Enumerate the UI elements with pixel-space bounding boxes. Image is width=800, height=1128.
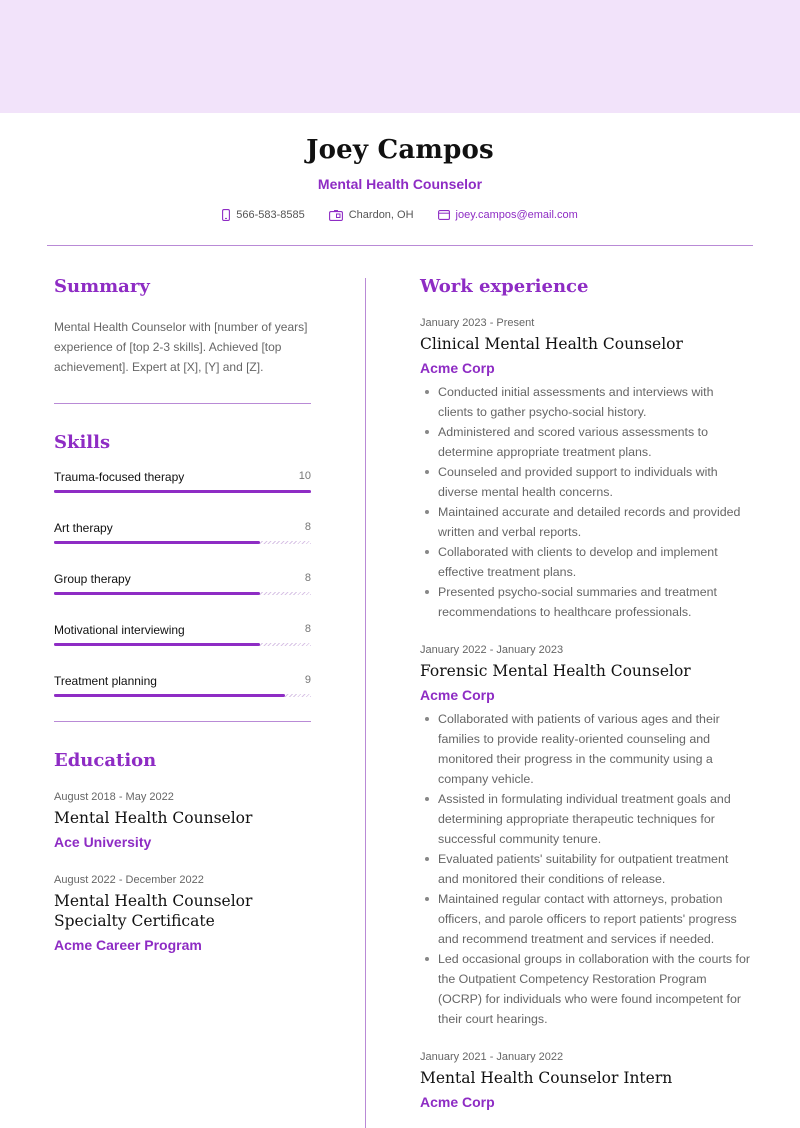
bullet-item: Led occasional groups in collaboration with the courts for the Outpatient Competency Restoration Program (OCRP) for individuals who were found incompetent for their court hearings. (420, 949, 750, 1029)
contact-location (329, 209, 414, 221)
skill-name: Art therapy (54, 521, 113, 535)
education-degree: Mental Health Counselor Specialty Certificate (54, 892, 253, 930)
skill-level: 8 (304, 521, 311, 533)
job-date: January 2022 - January 2023 (420, 644, 564, 656)
skill-bar-fill (54, 643, 260, 646)
header-band (0, 0, 800, 113)
bullet-item: Collaborated with patients of various ages and their families to provide reality-oriented counseling and monitored their progress in the community using a company vehicle. (420, 709, 750, 789)
skill-item (54, 674, 311, 725)
section-divider (54, 403, 311, 404)
phone-icon (222, 209, 230, 221)
skill-name: Trauma-focused therapy (54, 470, 185, 484)
email-link[interactable]: joey.campos@email.com (455, 209, 578, 221)
bullet-item: Counseled and provided support to individuals with diverse mental health concerns. (420, 462, 750, 502)
id-card-icon (329, 210, 343, 221)
location-text: Chardon, OH (348, 209, 414, 221)
education-school: Ace University (54, 834, 152, 850)
right-column (420, 276, 750, 1110)
bullet-item: Maintained regular contact with attorneys, probation officers, and parole officers to report patients' progress and recommend treatment and services if needed. (420, 889, 750, 949)
contact-bar (0, 209, 800, 221)
bullet-item: Presented psycho-social summaries and treatment recommendations to healthcare professionals. (420, 582, 750, 622)
skill-bar-fill (54, 694, 285, 697)
skill-level: 8 (304, 572, 311, 584)
education-heading: Education (54, 750, 157, 771)
education-school: Acme Career Program (54, 937, 202, 953)
skill-item (54, 521, 311, 572)
job-entry (420, 1051, 750, 1110)
summary-section (54, 276, 311, 377)
job-company: Acme Corp (420, 1094, 495, 1110)
education-section (54, 750, 311, 953)
skill-level: 10 (298, 470, 311, 482)
left-column (54, 276, 311, 953)
education-date: August 2018 - May 2022 (54, 791, 174, 803)
job-bullets (420, 709, 750, 1029)
job-date: January 2021 - January 2022 (420, 1051, 564, 1063)
bullet-item: Assisted in formulating individual treatment goals and determining appropriate therapeutic techniques for successful community tenure. (420, 789, 750, 849)
bullet-item: Maintained accurate and detailed records and provided written and verbal reports. (420, 502, 750, 542)
job-company: Acme Corp (420, 360, 495, 376)
job-bullets (420, 382, 750, 622)
skill-bar (54, 592, 311, 595)
skill-bar (54, 694, 311, 697)
skill-bar (54, 541, 311, 544)
job-date: January 2023 - Present (420, 317, 535, 329)
job-entry (420, 317, 750, 622)
skills-heading: Skills (54, 432, 111, 453)
work-heading: Work experience (420, 276, 589, 297)
skill-bar-fill (54, 541, 260, 544)
skill-bar-fill (54, 490, 311, 493)
skill-level: 8 (304, 623, 311, 635)
bullet-item: Evaluated patients' suitability for outpatient treatment and monitored their conditions of release. (420, 849, 750, 889)
skills-section (54, 432, 311, 725)
skill-name: Group therapy (54, 572, 131, 586)
job-title: Clinical Mental Health Counselor (420, 335, 683, 353)
skill-bar (54, 490, 311, 493)
column-divider (365, 278, 366, 1128)
education-item (54, 791, 311, 850)
skill-item (54, 572, 311, 623)
skill-name: Treatment planning (54, 674, 157, 688)
skills-list (54, 470, 311, 725)
summary-text: Mental Health Counselor with [number of years] experience of [top 2-3 skills]. Achieved [top achievement]. Expert at [X], [Y] and [Z]. (54, 320, 308, 374)
envelope-icon (438, 210, 450, 220)
education-item (54, 874, 311, 953)
bullet-item: Conducted initial assessments and interviews with clients to gather psycho-social history. (420, 382, 750, 422)
contact-email[interactable] (438, 209, 578, 221)
bullet-item: Administered and scored various assessments to determine appropriate treatment plans. (420, 422, 750, 462)
contact-phone (222, 209, 305, 221)
education-date: August 2022 - December 2022 (54, 874, 204, 886)
job-title: Forensic Mental Health Counselor (420, 662, 691, 680)
skill-level: 9 (304, 674, 311, 686)
candidate-title: Mental Health Counselor (317, 176, 483, 192)
candidate-name: Joey Campos (306, 135, 494, 165)
job-entry (420, 644, 750, 1029)
summary-heading: Summary (54, 276, 150, 297)
skill-item (54, 623, 311, 674)
job-company: Acme Corp (420, 687, 495, 703)
skill-item (54, 470, 311, 521)
header-divider (47, 245, 753, 246)
job-title: Mental Health Counselor Intern (420, 1069, 673, 1087)
education-degree: Mental Health Counselor (54, 809, 253, 827)
bullet-item: Collaborated with clients to develop and implement effective treatment plans. (420, 542, 750, 582)
skill-bar-fill (54, 592, 260, 595)
skill-name: Motivational interviewing (54, 623, 185, 637)
skill-bar (54, 643, 311, 646)
phone-text: 566-583-8585 (236, 209, 305, 221)
